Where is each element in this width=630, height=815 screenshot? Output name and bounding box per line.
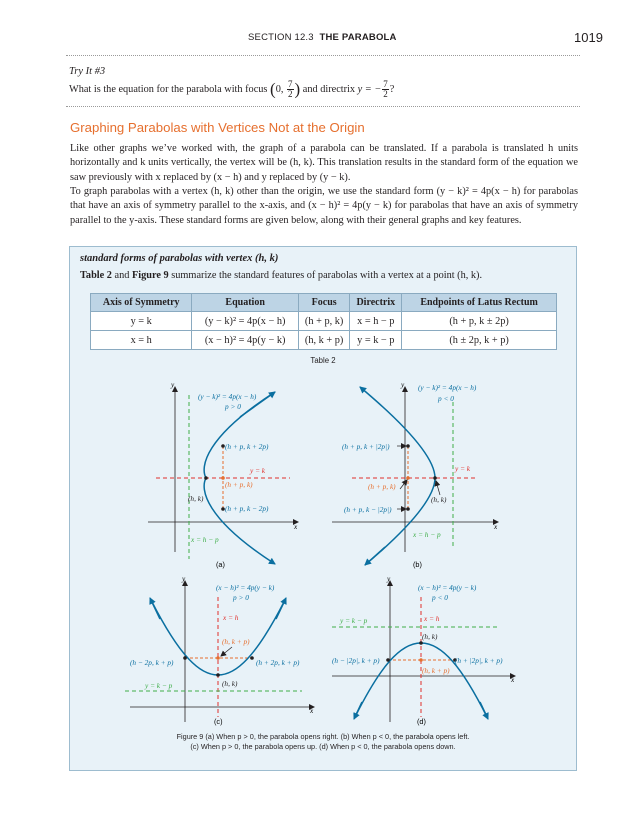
directrix-label: y = k − p bbox=[145, 681, 173, 690]
vertex-point bbox=[433, 476, 437, 480]
parabola-arrow bbox=[365, 547, 385, 565]
directrix-label: y = k − p bbox=[340, 616, 368, 625]
y-axis-label: y bbox=[387, 574, 391, 583]
bottom-endpoint-label: (h + p, k − 2p) bbox=[225, 504, 269, 513]
x-axis-label: x bbox=[494, 522, 498, 531]
vertex-label: (h, k) bbox=[422, 632, 438, 641]
y-axis-label: y bbox=[182, 574, 186, 583]
table-cell: y = k bbox=[91, 312, 192, 331]
directrix-fraction: $\frac{7}{2}$ bbox=[383, 79, 388, 99]
parabola-arrow bbox=[150, 598, 160, 619]
focus-label: (h, k + p) bbox=[222, 637, 250, 646]
vertex-point bbox=[419, 641, 423, 645]
pointer-line bbox=[400, 480, 407, 489]
vertex-label: (h, k) bbox=[188, 494, 204, 503]
focus-label: (h + p, k) bbox=[225, 480, 253, 489]
condition-label: p > 0 bbox=[225, 402, 241, 411]
page-number: 1019 bbox=[574, 30, 603, 45]
latus-endpoint bbox=[386, 658, 390, 662]
graph-label: (a) bbox=[216, 560, 225, 569]
x-axis-label: x bbox=[294, 522, 298, 531]
graph-a bbox=[148, 380, 298, 569]
equation-label: (x − h)² = 4p(y − k) bbox=[216, 583, 275, 592]
left-endpoint-label: (h − 2p, k + p) bbox=[130, 658, 174, 667]
standard-forms-box bbox=[69, 246, 577, 771]
figure-9-graphs bbox=[70, 247, 576, 727]
focus-point bbox=[216, 656, 220, 660]
table-cell: x = h − p bbox=[350, 312, 402, 331]
latus-endpoint bbox=[406, 507, 410, 511]
directrix-label: x = h − p bbox=[413, 530, 441, 539]
axis-label: x = h bbox=[223, 613, 239, 622]
table-header: Equation bbox=[192, 294, 299, 312]
table-caption: Table 2 bbox=[310, 356, 336, 365]
vertex-point bbox=[204, 476, 208, 480]
table-cell: (h + p, k) bbox=[298, 312, 349, 331]
graph-c bbox=[125, 574, 314, 726]
top-endpoint-label: (h + p, k + |2p|) bbox=[342, 442, 390, 451]
table-cell: x = h bbox=[91, 331, 192, 350]
focus-label: (h, k + p) bbox=[422, 666, 450, 675]
section-heading: Graphing Parabolas with Vertices Not at the Origin bbox=[70, 120, 365, 135]
table-cell: (y − k)² = 4p(x − h) bbox=[192, 312, 299, 331]
condition-label: p > 0 bbox=[233, 593, 249, 602]
axis-label: y = k bbox=[250, 466, 266, 475]
try-it-box bbox=[66, 55, 580, 107]
axis-label: y = k bbox=[455, 464, 471, 473]
bottom-endpoint-label: (h + p, k − |2p|) bbox=[344, 505, 392, 514]
pointer-line bbox=[436, 481, 440, 495]
section-label: SECTION 12.3 THE PARABOLA bbox=[248, 32, 397, 43]
equation-label: (y − k)² = 4p(x − h) bbox=[418, 383, 477, 392]
focus-label: (h + p, k) bbox=[368, 482, 396, 491]
table-cell: y = k − p bbox=[350, 331, 402, 350]
condition-label: p < 0 bbox=[438, 394, 454, 403]
right-endpoint-label: (h + 2p, k + p) bbox=[256, 658, 300, 667]
parabola-arrow bbox=[276, 598, 286, 619]
paragraph-standard-forms: To graph parabolas with a vertex (h, k) other than the origin, we use the standard form (y − k)² = 4p(x − h) for parabolas that have an axis of symmetry parallel to the x-axis, and (x − h)² = 4p(y − k) for parabolas that have an axis of symmetry parallel to the y-axis. These standard forms are given below, along with their general graphs and key features. bbox=[70, 186, 578, 226]
graph-label: (d) bbox=[417, 717, 426, 726]
graph-label: (c) bbox=[214, 717, 223, 726]
parabola-arrow bbox=[354, 702, 362, 719]
box-intro: Table 2 and Figure 9 summarize the standard features of parabolas with a vertex at a point (h, k). bbox=[80, 270, 483, 281]
focus-point bbox=[406, 476, 410, 480]
y-axis-label: y bbox=[401, 380, 405, 389]
box-title: standard forms of parabolas with vertex (h, k) bbox=[80, 253, 279, 264]
paragraph-translation: Like other graphs we’ve worked with, the graph of a parabola can be translated. If a parabola is translated h units horizontally and k units vertically, the vertex will be (h, k). This translation results in the standard form of the equation we saw previously with x replaced by (x − h) and y replaced by (y − k). bbox=[70, 143, 578, 183]
table-cell: (h, k + p) bbox=[298, 331, 349, 350]
table-header: Endpoints of Latus Rectum bbox=[402, 294, 557, 312]
right-endpoint-label: (h + |2p|, k + p) bbox=[455, 656, 503, 665]
graph-label: (b) bbox=[413, 560, 422, 569]
axis-label: x = h bbox=[424, 614, 440, 623]
left-endpoint-label: (h − |2p|, k + p) bbox=[332, 656, 380, 665]
table-header: Axis of Symmetry bbox=[91, 294, 192, 312]
condition-label: p < 0 bbox=[432, 593, 448, 602]
graph-b bbox=[332, 380, 498, 569]
pointer-line bbox=[221, 647, 232, 656]
focus-fraction: $\frac{7}{2}$ bbox=[288, 79, 293, 99]
equation-label: (y − k)² = 4p(x − h) bbox=[198, 392, 257, 401]
x-axis-label: x bbox=[511, 675, 515, 684]
x-axis-label: x bbox=[310, 706, 314, 715]
table-header: Directrix bbox=[350, 294, 402, 312]
vertex-label: (h, k) bbox=[431, 495, 447, 504]
table-header: Focus bbox=[298, 294, 349, 312]
try-it-question: What is the equation for the parabola with focus (0, $\frac{7}{2}$ ) and directrix y = − $\frac{7}{2}$ ? bbox=[69, 79, 395, 99]
equation-label: (x − h)² = 4p(y − k) bbox=[418, 583, 477, 592]
y-axis-label: y bbox=[171, 380, 175, 389]
top-endpoint-label: (h + p, k + 2p) bbox=[225, 442, 269, 451]
graph-d bbox=[332, 574, 515, 726]
vertex-label: (h, k) bbox=[222, 679, 238, 688]
figure-caption: Figure 9 (a) When p > 0, the parabola opens right. (b) When p < 0, the parabola opens left. (c) When p > 0, the parabola opens up. (d) When p < 0, the parabola opens down. bbox=[176, 732, 470, 751]
try-it-title: Try It #3 bbox=[69, 66, 106, 77]
focus-point bbox=[419, 658, 423, 662]
latus-endpoint bbox=[250, 656, 254, 660]
parabola-arrow bbox=[480, 702, 488, 719]
table-cell: (h + p, k ± 2p) bbox=[402, 312, 557, 331]
latus-endpoint bbox=[183, 656, 187, 660]
vertex-point bbox=[216, 673, 220, 677]
running-header bbox=[0, 30, 630, 46]
table-cell: (x − h)² = 4p(y − k) bbox=[192, 331, 299, 350]
directrix-label: x = h − p bbox=[191, 535, 219, 544]
table-cell: (h ± 2p, k + p) bbox=[402, 331, 557, 350]
latus-endpoint bbox=[406, 444, 410, 448]
